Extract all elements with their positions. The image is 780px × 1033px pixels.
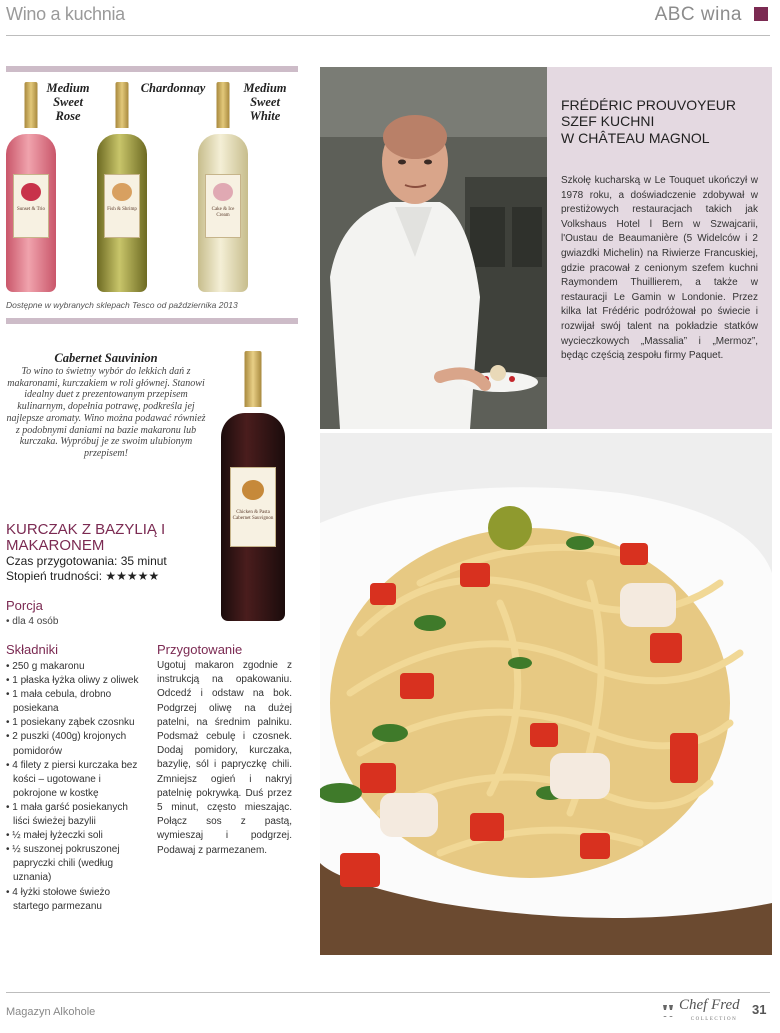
chef-name-line: W CHÂTEAU MAGNOL	[561, 129, 710, 146]
wines-box-bottom-bar	[6, 318, 298, 324]
wines-box-top-bar	[6, 66, 298, 72]
bottle-label	[104, 174, 140, 238]
bottle-neck	[116, 82, 129, 128]
preparation-heading: Przygotowanie	[157, 642, 243, 657]
bottle-label-subtext: Cabernet Sauvignon	[232, 516, 274, 521]
chef-name	[561, 97, 761, 146]
ingredient-item: • ½ suszonej pokruszonej papryczki chili (według uznania)	[6, 844, 120, 884]
wine-label-line: Sweet	[250, 95, 280, 109]
bottle-label	[205, 174, 241, 238]
difficulty-label: Stopień trudności:	[6, 569, 103, 583]
wine-label-line: Chardonnay	[140, 81, 206, 95]
wine-bottle-rose	[6, 82, 56, 292]
chef-name-line: FRÉDÉRIC PROUVOYEUR	[561, 97, 737, 113]
bottle-label	[13, 174, 49, 238]
wine-bottle-white	[198, 82, 248, 292]
wine-label-line: White	[249, 109, 281, 123]
magazine-name: Magazyn Alkohole	[6, 1006, 96, 1018]
ingredient-item: • 4 łyżki stołowe świeżo startego parmezanu	[6, 886, 111, 912]
footer-divider	[6, 992, 770, 993]
availability-note: Dostępne w wybranych sklepach Tesco od października 2013	[6, 300, 238, 310]
difficulty	[6, 569, 159, 583]
wine-label-line: Medium	[243, 81, 287, 95]
difficulty-stars-icon: ★★★★★	[105, 569, 160, 583]
pasta-illustration	[320, 433, 772, 955]
recipe-title: KURCZAK Z BAZYLIĄ I MAKARONEM	[6, 521, 166, 554]
bottle-neck	[25, 82, 38, 128]
cabernet-title: Cabernet Sauvinion	[54, 351, 158, 365]
portion-heading: Porcja	[6, 598, 43, 613]
logo-text: Chef Fred	[679, 997, 740, 1013]
chef-bio-panel	[547, 67, 772, 429]
bottle-label-text: Fish & Shrimp	[107, 207, 137, 212]
ingredient-item: • 1 posiekany ząbek czosnku	[6, 717, 135, 729]
wine-label-line: Medium	[46, 81, 90, 95]
portion-value: • dla 4 osób	[6, 616, 59, 627]
bottle-label	[230, 467, 276, 547]
bottle-neck	[245, 351, 262, 407]
bottle-neck	[217, 82, 230, 128]
wine-bottle-cabernet	[221, 351, 285, 621]
wine-label-line: Sweet	[53, 95, 83, 109]
chef-bio: Szkołę kucharską w Le Touquet ukończył w 1978 roku, a doświadczenie zdobywał w prestiżowych restauracjach takich jak Volkshaus Hotel l Bern w Szwajcarii, l'Oustau de Beaumanière (5 Widelców i 2 gwiazdki Michelin) na Riwierze Francuskiej, gdzie pracował z cenionym szefem kuchni Raymondem Thuillierem, a także w restauracji Le Gamin w Londonie. Przez kilka lat Frédéric podróżował po świecie i rozwijał swój talent na pokładzie statków wycieczkowych „Massalia” i „Mermoz”, będąc częścią zespołu firmy Paquet.	[561, 175, 758, 362]
header-divider	[6, 35, 770, 36]
pasta-dish-photo	[320, 433, 772, 955]
ingredient-item: • 4 filety z piersi kurczaka bez kości – ugotowane i pokrojone w kostkę	[6, 759, 138, 799]
ingredients-list	[6, 660, 141, 914]
chef-photo	[320, 67, 547, 429]
bottle-label-text: Cake & Ice Cream	[211, 207, 235, 218]
logo-subtext: COLLECTION	[690, 1017, 738, 1022]
chef-name-line: SZEF KUCHNI	[561, 113, 655, 130]
prep-time-label: Czas przygotowania:	[6, 554, 118, 568]
bottle-label-text: Sunset & Trio	[16, 207, 46, 212]
section-title: Wino a kuchnia	[6, 4, 125, 24]
wine-bottle-chardonnay	[97, 82, 147, 292]
page-number: 31	[752, 1002, 767, 1017]
chef-fred-logo	[679, 998, 749, 1027]
wine-glasses-icon	[662, 1004, 674, 1018]
preparation-text: Ugotuj makaron zgodnie z instrukcją na opakowaniu. Odcedź i odstaw na bok. Podgrzej oliwę na dużej patelni, na średnim palniku. Podsmaż cebulę i czosnek. Dodaj pomidory, kurczaka, bazylię, sól i papryczkę chili. Zmniejsz ogień i nakryj patelnię pokrywką. Duś przez 5 minut, często mieszając. Połącz sos z pastą, wymieszaj i podgrzej. Podawaj z parmezanem.	[157, 660, 292, 856]
prep-time-value: 35 minut	[120, 554, 167, 568]
brand-square-icon	[754, 7, 768, 21]
ingredient-item: • 1 mała cebula, drobno posiekana	[6, 689, 112, 715]
strawberry-icon	[21, 183, 41, 201]
chef-photo-illustration	[320, 67, 547, 429]
cabernet-description: To wino to świetny wybór do lekkich dań z makaronami, kurczakiem w roli głównej. Stanowi idealny duet z prezentowanym przepisem kulinarnym, dopełnia potrawę, podkreśla jej najlepsze aromaty. Wino można podawać również z podobnymi daniami na bazie makaronu lub kurczaka. Wypróbuj je ze swoim ulubionym przepisem!	[6, 366, 206, 459]
ingredient-item: • 1 mała garść posiekanych liści świeżej bazylii	[6, 801, 128, 828]
cupcake-icon	[213, 183, 233, 201]
ingredient-item: • ½ małej łyżeczki soli	[6, 830, 103, 842]
ingredient-item: • 2 puszki (400g) krojonych pomidorów	[6, 731, 127, 757]
magazine-section-brand: ABC wina	[654, 4, 742, 25]
shrimp-icon	[112, 183, 132, 201]
wine-label-line: Rose	[55, 109, 81, 123]
ingredient-item: • 250 g makaronu	[6, 661, 85, 672]
ingredient-item: • 1 płaska łyżka oliwy z oliwek	[6, 675, 139, 687]
chicken-icon	[242, 480, 264, 500]
bottle-label-text: Chicken & Pasta	[236, 510, 270, 515]
ingredients-heading: Składniki	[6, 642, 59, 657]
prep-time	[6, 554, 167, 568]
